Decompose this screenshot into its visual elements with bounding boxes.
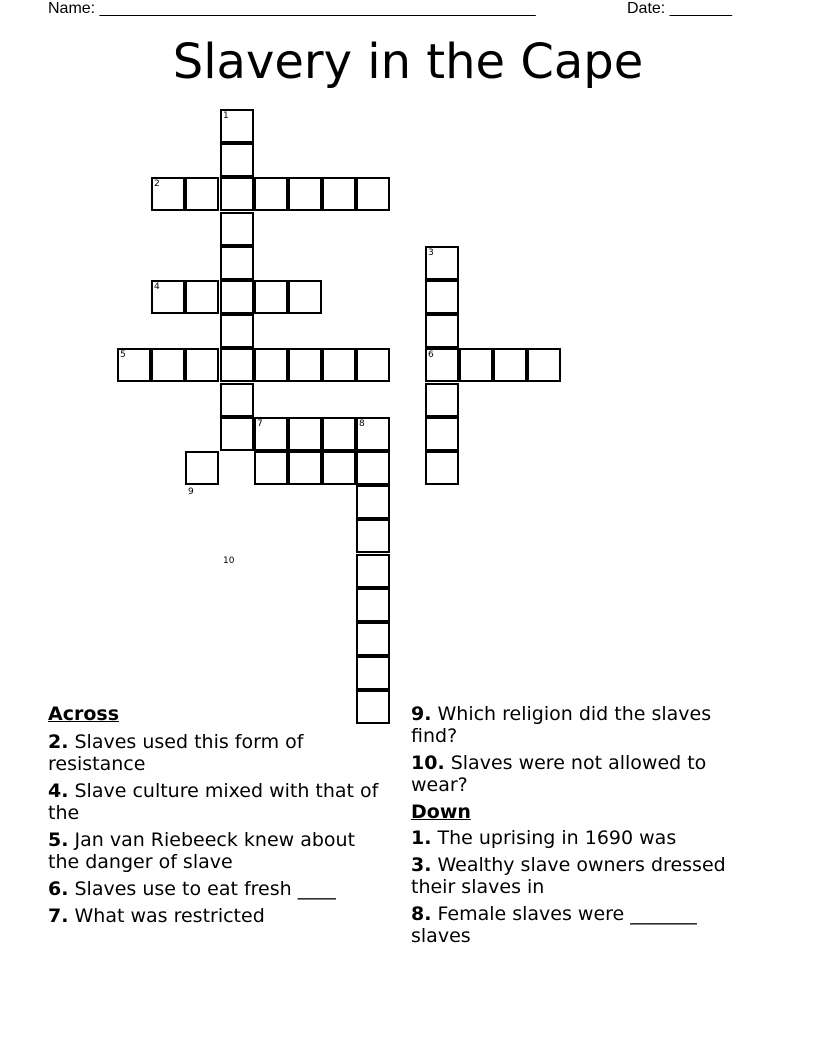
crossword-cell[interactable] [151,348,185,382]
cell-number: 10 [223,556,235,566]
crossword-cell[interactable] [322,417,356,451]
clue-across-4 [48,780,388,824]
crossword-cell[interactable] [322,348,356,382]
clue-text: Slave culture mixed with that of the [48,780,379,824]
clue-text: Slaves use to eat fresh ____ [74,878,336,900]
clue-text: Slaves used this form of resistance [48,731,304,775]
clue-text: Wealthy slave owners dressed their slaves in [411,854,726,898]
crossword-cell[interactable] [322,177,356,211]
clue-number: 7. [48,905,69,927]
crossword-cell[interactable] [254,280,288,314]
clue-across-6 [48,878,388,900]
crossword-cell[interactable] [220,280,254,314]
crossword-cell[interactable] [356,656,390,690]
clues-column-left [48,703,388,932]
crossword-cell[interactable] [356,485,390,519]
clue-down-8 [411,903,751,947]
cell-number: 8 [359,419,365,429]
crossword-cell[interactable] [220,314,254,348]
clue-number: 5. [48,829,69,851]
clue-number: 10. [411,752,445,774]
clue-number: 1. [411,827,432,849]
cell-number: 3 [428,248,434,258]
crossword-cell[interactable] [356,177,390,211]
clue-across-7 [48,905,388,927]
clues-column-right [411,703,751,952]
clue-text: Female slaves were _______ slaves [411,903,697,947]
date-field-label: Date: _______ [627,0,732,17]
crossword-cell[interactable] [220,417,254,451]
cell-number: 9 [188,487,194,497]
crossword-cell[interactable] [220,212,254,246]
crossword-cell[interactable] [425,451,459,485]
crossword-cell[interactable] [220,348,254,382]
cell-number: 4 [154,282,160,292]
crossword-cell[interactable] [220,246,254,280]
clue-down-1 [411,827,751,849]
crossword-cell[interactable] [322,451,356,485]
down-heading: Down [411,801,471,823]
clue-number: 9. [411,703,432,725]
crossword-cell[interactable] [254,451,288,485]
crossword-cell[interactable] [185,348,219,382]
clue-across-10 [411,752,751,796]
clue-text: The uprising in 1690 was [437,827,677,849]
crossword-cell[interactable] [254,177,288,211]
crossword-cell[interactable] [220,143,254,177]
crossword-cell[interactable] [356,451,390,485]
crossword-cell[interactable] [288,348,322,382]
clue-down-3 [411,854,751,898]
cell-number: 7 [257,419,263,429]
crossword-cell[interactable] [527,348,561,382]
page-title: Slavery in the Cape [172,34,644,90]
crossword-cell[interactable] [185,280,219,314]
crossword-cell[interactable] [185,451,219,485]
clue-across-2 [48,731,388,775]
clue-text: Jan van Riebeeck knew about the danger of slave [48,829,356,873]
clue-number: 3. [411,854,432,876]
crossword-cell[interactable] [254,348,288,382]
crossword-cell[interactable] [356,622,390,656]
crossword-cell[interactable] [356,588,390,622]
cell-number: 2 [154,179,160,189]
crossword-cell[interactable] [356,348,390,382]
crossword-cell[interactable] [356,519,390,553]
clue-number: 6. [48,878,69,900]
clue-text: What was restricted [74,905,265,927]
crossword-cell[interactable] [220,177,254,211]
crossword-cell[interactable] [288,417,322,451]
crossword-cell[interactable] [425,314,459,348]
crossword-cell[interactable] [459,348,493,382]
cell-number: 6 [428,350,434,360]
cell-number: 5 [120,350,126,360]
clue-number: 8. [411,903,432,925]
crossword-cell[interactable] [288,451,322,485]
crossword-cell[interactable] [220,383,254,417]
clue-across-9 [411,703,751,747]
crossword-cell[interactable] [356,554,390,588]
clue-across-5 [48,829,388,873]
crossword-cell[interactable] [425,383,459,417]
name-field-label: Name: _________________________________________________ [48,0,536,17]
clue-number: 4. [48,780,69,802]
crossword-cell[interactable] [425,417,459,451]
clue-text: Which religion did the slaves find? [411,703,712,747]
cell-number: 1 [223,111,229,121]
crossword-cell[interactable] [425,280,459,314]
across-heading: Across [48,703,120,725]
crossword-cell[interactable] [288,177,322,211]
clue-text: Slaves were not allowed to wear? [411,752,707,796]
crossword-cell[interactable] [185,177,219,211]
clue-number: 2. [48,731,69,753]
crossword-cell[interactable] [493,348,527,382]
crossword-cell[interactable] [288,280,322,314]
